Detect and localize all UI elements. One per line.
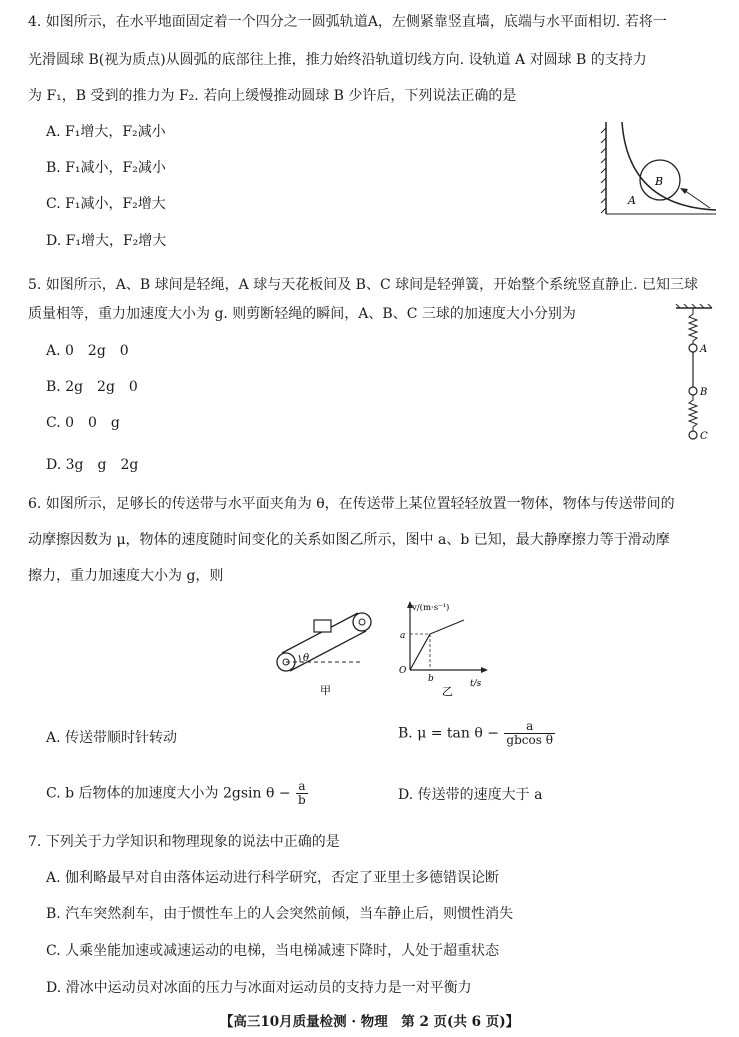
q5-stem-line2: 质量相等，重力加速度大小为 g. 则剪断轻绳的瞬间，A、B、C 三球的加速度大小分别为 (28, 306, 576, 322)
q6-option-b-den: gbcos θ (506, 733, 553, 747)
q6-option-b-prefix: B. μ = tan θ − (398, 725, 499, 742)
q6-option-c-num: a (296, 780, 308, 794)
q7-option-a: A. 伽利略最早对自由落体运动进行科学研究，否定了亚里士多德错误论断 (46, 870, 500, 886)
q6-stem-line2: 动摩擦因数为 μ，物体的速度随时间变化的关系如图乙所示，图中 a、b 已知，最大静摩擦力等于滑动摩 (28, 532, 670, 548)
q6-stem-line1: 6. 如图所示，足够长的传送带与水平面夹角为 θ，在传送带上某位置轻轻放置一物体，物体与传送带间的 (28, 496, 675, 512)
q6-option-b-fraction (504, 720, 555, 747)
q5-option-a: A. 0 2g 0 (46, 343, 129, 359)
q5-option-b: B. 2g 2g 0 (46, 379, 138, 395)
q6-option-a: A. 传送带顺时针转动 (46, 730, 178, 746)
q5-label-a: A (700, 344, 708, 355)
q4-stem-line1: 4. 如图所示，在水平地面固定着一个四分之一圆弧轨道A，左侧紧靠竖直墙，底端与水平面相切. 若将一 (28, 14, 667, 30)
q6-a-label: a (400, 631, 406, 641)
q5-spring-ball-figure (672, 304, 722, 446)
q6-option-b-num: a (504, 720, 555, 734)
q5-label-c: C (700, 431, 708, 442)
q6-conveyor-figure (272, 606, 382, 698)
q6-option-c (46, 780, 309, 807)
q7-option-d: D. 滑冰中运动员对冰面的压力与冰面对运动员的支持力是一对平衡力 (46, 980, 472, 996)
q4-stem-line2: 光滑圆球 B(视为质点)从圆弧的底部往上推，推力始终沿轨道切线方向. 设轨道 A 对圆球 B 的支持力 (28, 52, 647, 68)
q4-arc-track-figure (598, 118, 718, 218)
q6-right-caption: 乙 (442, 685, 453, 698)
q6-b-label: b (428, 674, 434, 684)
q6-option-d: D. 传送带的速度大于 a (398, 787, 543, 803)
q6-left-caption: 甲 (320, 684, 331, 697)
q6-option-c-fraction (296, 780, 308, 807)
q6-v-axis-label: v/(m·s⁻¹) (412, 603, 450, 613)
q6-option-b (398, 720, 556, 747)
q6-stem-line3: 擦力，重力加速度大小为 g，则 (28, 568, 224, 584)
q6-angle-label: θ (303, 653, 310, 664)
q4-track-label: A (628, 194, 636, 207)
q5-option-c: C. 0 0 g (46, 415, 120, 431)
q6-option-c-prefix: C. b 后物体的加速度大小为 2gsin θ − (46, 785, 291, 802)
q5-option-d: D. 3g g 2g (46, 457, 139, 473)
q4-option-c: C. F₁减小，F₂增大 (46, 196, 166, 212)
q6-velocity-time-graph (392, 600, 492, 698)
q4-stem-line3: 为 F₁，B 受到的推力为 F₂. 若向上缓慢推动圆球 B 少许后，下列说法正确的是 (28, 88, 517, 104)
q5-stem-line1: 5. 如图所示，A、B 球间是轻绳，A 球与天花板间及 B、C 球间是轻弹簧，开始整个系统竖直静止. 已知三球 (28, 277, 699, 293)
q7-option-c: C. 人乘坐能加速或减速运动的电梯，当电梯减速下降时，人处于超重状态 (46, 943, 500, 959)
q7-option-b: B. 汽车突然刹车，由于惯性车上的人会突然前倾，当车静止后，则惯性消失 (46, 906, 514, 922)
page-footer: 【高三10月质量检测 · 物理 第 2 页(共 6 页)】 (219, 1014, 520, 1030)
q7-stem: 7. 下列关于力学知识和物理现象的说法中正确的是 (28, 834, 340, 850)
q6-option-c-den: b (298, 793, 306, 807)
q6-origin-label: O (399, 666, 407, 676)
q4-option-d: D. F₁增大，F₂增大 (46, 233, 167, 249)
q6-t-axis-label: t/s (470, 679, 482, 689)
q4-ball-label: B (655, 175, 664, 188)
q4-option-b: B. F₁减小，F₂减小 (46, 160, 166, 176)
q5-label-b: B (700, 387, 708, 398)
q4-option-a: A. F₁增大，F₂减小 (46, 124, 166, 140)
